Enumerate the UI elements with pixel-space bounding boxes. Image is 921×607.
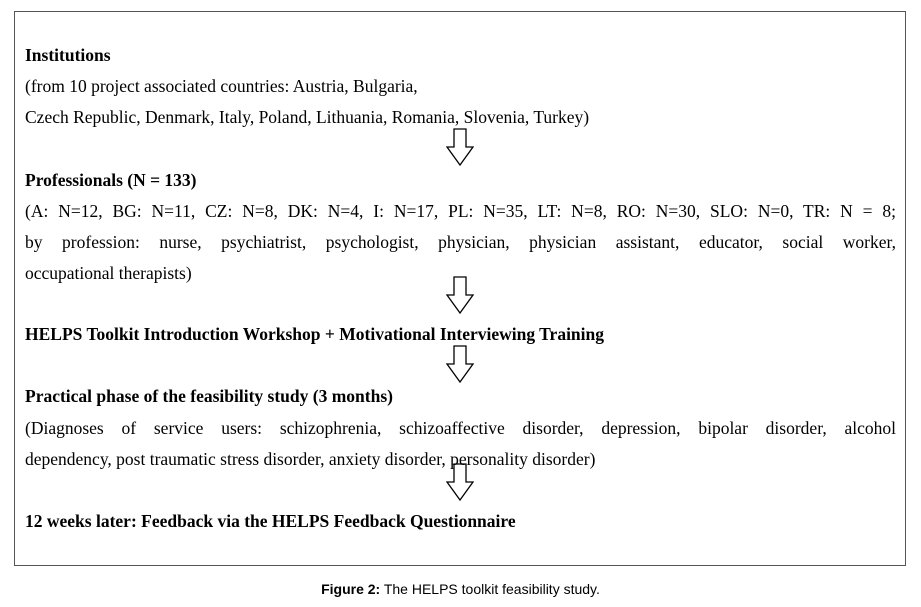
feedback-title: 12 weeks later: Feedback via the HELPS Feedback Questionnaire bbox=[25, 511, 516, 531]
down-arrow-icon bbox=[446, 276, 474, 314]
professionals-by-profession: by profession: nurse, psychiatrist, psychologist, physician, physician assistant, educator, social worker, bbox=[25, 232, 896, 252]
workshop-title: HELPS Toolkit Introduction Workshop + Motivational Interviewing Training bbox=[25, 324, 605, 344]
down-arrow-icon bbox=[446, 345, 474, 383]
practical-phase-diagnoses-line-1: (Diagnoses of service users: schizophrenia, schizoaffective disorder, depression, bipolar disorder, alcohol bbox=[25, 418, 896, 438]
figure-caption-text: The HELPS toolkit feasibility study. bbox=[383, 581, 600, 597]
down-arrow-icon bbox=[446, 128, 474, 166]
down-arrow-icon bbox=[446, 463, 474, 501]
institutions-countries-line-2: Czech Republic, Denmark, Italy, Poland, Lithuania, Romania, Slovenia, Turkey) bbox=[25, 107, 590, 127]
practical-phase-diagnoses-line-2: dependency, post traumatic stress disorder, anxiety disorder, personality disorder) bbox=[25, 449, 596, 469]
figure-label: Figure 2: bbox=[321, 581, 381, 597]
practical-phase-title: Practical phase of the feasibility study (3 months) bbox=[25, 386, 393, 406]
institutions-title: Institutions bbox=[25, 45, 111, 65]
figure-caption bbox=[0, 580, 921, 598]
professionals-country-counts: (A: N=12, BG: N=11, CZ: N=8, DK: N=4, I: N=17, PL: N=35, LT: N=8, RO: N=30, SLO: N=0, TR: N = 8; bbox=[25, 201, 896, 221]
professionals-by-profession-cont: occupational therapists) bbox=[25, 263, 192, 283]
professionals-title: Professionals (N = 133) bbox=[25, 170, 197, 190]
institutions-countries-line-1: (from 10 project associated countries: Austria, Bulgaria, bbox=[25, 76, 418, 96]
